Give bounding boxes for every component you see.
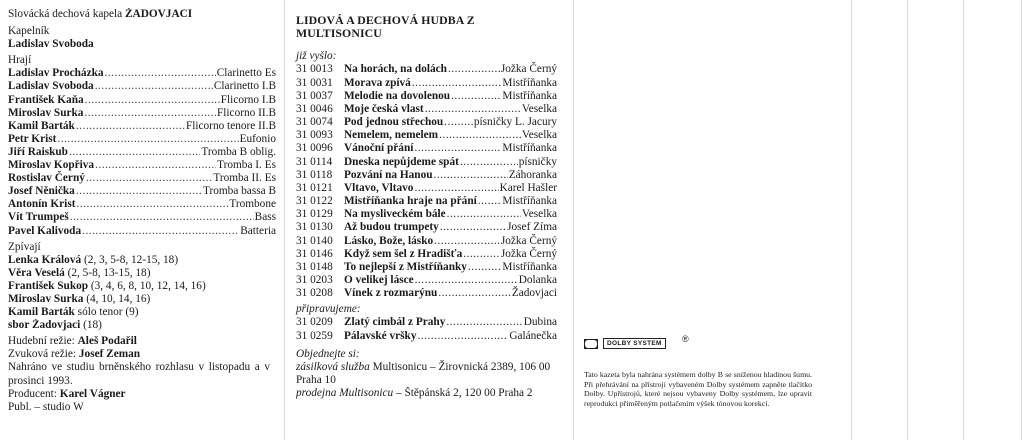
dot-leader — [451, 90, 501, 103]
mail-order-address: Multisonicu – Žirovnická 2389, 106 00 Praha 10 — [296, 360, 551, 387]
band-prefix: Slovácká dechová kapela — [8, 8, 125, 20]
album-title: Když sem šel z Hradišťa — [344, 247, 463, 260]
catalog-number: 31 0121 — [296, 181, 333, 194]
dot-leader — [478, 195, 502, 208]
singer-detail: (3, 4, 6, 8, 10, 12, 14, 16) — [88, 279, 206, 292]
album-artist: Mistříňanka — [502, 195, 557, 208]
producer-name: Karel Vágner — [59, 387, 126, 400]
band-name: ŽADOVJACI — [125, 8, 193, 20]
release-row — [296, 156, 557, 169]
singer-name: František Sukop — [8, 279, 89, 292]
release-row — [296, 248, 557, 261]
release-row — [296, 103, 557, 116]
player-instrument: Trombone — [229, 198, 276, 211]
catalog-number: 31 0031 — [296, 76, 333, 89]
registered-mark: ® — [682, 334, 689, 344]
dot-leader — [70, 211, 254, 224]
release-row — [296, 235, 557, 248]
album-title: Mistříňanka hraje na přání — [344, 195, 477, 208]
player-row — [8, 80, 276, 93]
player-name: Ladislav Procházka — [8, 67, 104, 80]
release-row — [296, 316, 557, 329]
player-name: Rostislav Černý — [8, 172, 85, 185]
album-title: Dneska nepůjdeme spát — [344, 155, 459, 168]
dot-leader — [468, 261, 501, 274]
fold-line — [1021, 0, 1022, 440]
album-title: Morava zpívá — [344, 76, 411, 89]
album-artist: Veselka — [521, 129, 557, 142]
album-title: Vínek z rozmarýnu — [344, 287, 438, 300]
dot-leader — [76, 198, 228, 211]
player-row — [8, 67, 276, 80]
sound-director-name: Josef Zeman — [78, 348, 141, 361]
discography-title: LIDOVÁ A DECHOVÁ HUDBA Z MULTISONICU — [296, 13, 475, 41]
dot-leader — [76, 120, 185, 133]
singer-name: Věra Veselá — [8, 266, 65, 279]
album-title: Vánoční přání — [344, 142, 414, 155]
album-artist: Veselka — [521, 208, 557, 221]
released-label: již vyšlo: — [296, 50, 337, 63]
dot-leader — [434, 169, 508, 182]
player-name: Miroslav Kopřiva — [8, 159, 95, 172]
player-row — [8, 146, 276, 159]
singer-row — [8, 254, 276, 267]
player-name: Pavel Kalivoda — [8, 224, 82, 237]
album-artist: Záhoranka — [508, 168, 557, 181]
player-row — [8, 225, 276, 238]
sound-director — [8, 348, 276, 361]
released-list — [296, 63, 557, 300]
dot-leader — [57, 133, 238, 146]
dolby-note: Tato kazeta byla nahrána systémem dolby B se sníženou hladinou šumu. Při přehrávání na přístroji vybaveném Dolby systémem zapněte tlačítko Dolby. Upřístrojů, které nejsou vybaveny Dolby systémem, lze upravit reprodukci přiměřeným potlačením výšek tónovou korekcí. — [584, 370, 812, 408]
singer-name: Kamil Barták — [8, 306, 75, 319]
dot-leader — [444, 116, 473, 129]
player-instrument: Batteria — [240, 224, 276, 237]
album-title: Zlatý cimbál z Prahy — [344, 316, 446, 329]
shop — [296, 387, 557, 400]
album-title: Na mysliveckém bále — [344, 208, 446, 221]
dot-leader — [440, 221, 506, 234]
dot-leader — [463, 248, 500, 261]
dot-leader — [439, 129, 521, 142]
dot-leader — [414, 182, 498, 195]
album-title: Pod jednou střechou — [344, 116, 444, 129]
player-row — [8, 94, 276, 107]
catalog-number: 31 0114 — [296, 155, 333, 168]
catalog-number: 31 0118 — [296, 168, 333, 181]
album-title: Pálavské vršky — [344, 329, 417, 342]
player-row — [8, 107, 276, 120]
album-artist: Mistříňanka — [502, 260, 557, 273]
player-instrument: Flicorno I.B — [220, 93, 276, 106]
album-title: Melodie na dovolenou — [344, 89, 451, 102]
catalog-number: 31 0096 — [296, 142, 333, 155]
release-row — [296, 287, 557, 300]
player-instrument: Flicorno tenore II.B — [185, 119, 276, 132]
album-title: Vltavo, Vltavo — [344, 181, 414, 194]
catalog-number: 31 0148 — [296, 260, 333, 273]
catalog-number: 31 0013 — [296, 63, 333, 76]
album-artist: Dolanka — [518, 273, 557, 286]
dot-leader — [86, 172, 212, 185]
mail-order-label: zásilková služba — [296, 360, 370, 373]
band-heading — [8, 8, 276, 21]
player-instrument: Tromba I. Es — [217, 159, 276, 172]
album-title: Pozvání na Hanou — [344, 168, 433, 181]
player-name: Kamil Barták — [8, 119, 75, 132]
discography-panel — [289, 0, 563, 440]
player-instrument: Eufonio — [239, 132, 276, 145]
dot-leader — [76, 185, 202, 198]
player-name: Josef Něnička — [8, 185, 75, 198]
album-artist: Karel Hašler — [499, 181, 557, 194]
player-name: Ladislav Svoboda — [8, 80, 94, 93]
sound-director-label: Zvuková režie: — [8, 348, 79, 361]
album-artist: Dubina — [523, 316, 557, 329]
player-row — [8, 133, 276, 146]
music-director-name: Aleš Podařil — [77, 335, 137, 348]
release-row — [296, 63, 557, 76]
player-instrument: Clarinetto Es — [216, 67, 276, 80]
release-row — [296, 182, 557, 195]
player-row — [8, 185, 276, 198]
credits-panel — [0, 0, 284, 440]
player-row — [8, 159, 276, 172]
dot-leader — [414, 142, 501, 155]
dot-leader — [438, 287, 511, 300]
player-row — [8, 198, 276, 211]
album-title: Lásko, Bože, lásko — [344, 234, 434, 247]
player-name: Jiří Raiskub — [8, 145, 68, 158]
dot-leader — [434, 235, 500, 248]
dot-leader — [447, 208, 521, 221]
singer-row — [8, 306, 276, 319]
catalog-number: 31 0203 — [296, 273, 333, 286]
release-row — [296, 221, 557, 234]
singer-detail: (18) — [80, 319, 102, 332]
album-title: To nejlepší z Mistříňanky — [344, 260, 467, 273]
album-title: Až budou trumpety — [344, 221, 439, 234]
singer-name: sbor Žadovjaci — [8, 319, 81, 332]
order-info — [296, 348, 557, 401]
recording-note: Nahráno ve studiu brněnského rozhlasu v listopadu a v prosinci 1993. — [8, 361, 270, 387]
dot-leader — [460, 156, 518, 169]
dolby-logo — [584, 338, 666, 349]
catalog-number: 31 0074 — [296, 116, 333, 129]
catalog-number: 31 0093 — [296, 129, 333, 142]
kapelnik-name: Ladislav Svoboda — [8, 38, 94, 51]
singer-detail: (2, 5-8, 13-15, 18) — [64, 266, 151, 279]
publisher: Publ. – studio W — [8, 400, 84, 413]
kapelnik-label: Kapelník — [8, 25, 50, 38]
player-instrument: Bass — [254, 211, 276, 224]
singer-detail: (2, 3, 5-8, 12-15, 18) — [81, 253, 179, 266]
album-artist: Galánečka — [509, 329, 557, 342]
album-artist: Josef Zíma — [507, 221, 557, 234]
release-row — [296, 116, 557, 129]
album-title: Moje česká vlast — [344, 102, 424, 115]
singer-name: Lenka Králová — [8, 253, 82, 266]
music-director-label: Hudební režie: — [8, 335, 78, 348]
catalog-number: 31 0146 — [296, 247, 333, 260]
release-row — [296, 274, 557, 287]
catalog-number: 31 0140 — [296, 234, 333, 247]
album-artist: Jožka Černý — [500, 247, 557, 260]
album-artist: Veselka — [521, 102, 557, 115]
catalog-number: 31 0046 — [296, 102, 333, 115]
release-row — [296, 261, 557, 274]
player-name: František Kaňa — [8, 93, 84, 106]
dot-leader — [82, 225, 239, 238]
album-title: O velikej lásce — [344, 273, 414, 286]
player-name: Petr Krist — [8, 132, 57, 145]
dolby-panel — [579, 0, 811, 440]
mail-order — [296, 361, 557, 387]
catalog-number: 31 0208 — [296, 287, 333, 300]
dot-leader — [425, 103, 521, 116]
release-row — [296, 208, 557, 221]
dot-leader — [105, 67, 216, 80]
fold-line — [851, 0, 852, 440]
album-title: Nemelem, nemelem — [344, 129, 439, 142]
zpivaji-label: Zpívají — [8, 240, 41, 253]
singer-detail: (4, 10, 14, 16) — [83, 292, 151, 305]
catalog-number: 31 0130 — [296, 221, 333, 234]
player-instrument: Flicorno II.B — [217, 106, 276, 119]
order-label: Objednejte si: — [296, 347, 360, 360]
album-artist: písničky — [518, 155, 557, 168]
player-row — [8, 172, 276, 185]
dot-leader — [415, 274, 518, 287]
catalog-number: 31 0129 — [296, 208, 333, 221]
player-instrument: Clarinetto I.B — [213, 80, 276, 93]
hraji-label: Hrají — [8, 54, 32, 67]
singer-row — [8, 280, 276, 293]
producer — [8, 388, 276, 401]
album-artist: Žadovjaci — [511, 287, 557, 300]
catalog-number: 31 0209 — [296, 316, 333, 329]
dot-leader — [448, 63, 500, 76]
dot-leader — [69, 146, 200, 159]
release-row — [296, 330, 557, 343]
release-row — [296, 90, 557, 103]
singer-row — [8, 319, 276, 332]
release-row — [296, 77, 557, 90]
player-instrument: Tromba B oblig. — [201, 145, 276, 158]
dot-leader — [84, 107, 216, 120]
album-artist: Jožka Černý — [500, 234, 557, 247]
release-row — [296, 169, 557, 182]
singer-row — [8, 293, 276, 306]
shop-address: – Štěpánská 2, 120 00 Praha 2 — [393, 387, 533, 400]
double-d-icon — [584, 339, 598, 349]
album-artist: Mistříňanka — [502, 142, 557, 155]
album-artist: písničky L. Jacury — [473, 116, 557, 129]
fold-line — [963, 0, 964, 440]
dolby-logo-text: DOLBY SYSTEM — [603, 338, 666, 349]
catalog-number: 31 0122 — [296, 195, 333, 208]
shop-label: prodejna Multisonicu — [296, 387, 394, 400]
fold-line — [284, 0, 285, 440]
players-list — [8, 67, 276, 237]
singer-name: Miroslav Surka — [8, 292, 84, 305]
album-artist: Mistříňanka — [502, 89, 557, 102]
fold-line — [573, 0, 574, 440]
album-title: Na horách, na dolách — [344, 63, 447, 76]
album-artist: Mistříňanka — [502, 76, 557, 89]
music-director — [8, 335, 276, 348]
release-row — [296, 195, 557, 208]
upcoming-label: připravujeme: — [296, 303, 361, 316]
catalog-number: 31 0037 — [296, 89, 333, 102]
player-row — [8, 211, 276, 224]
release-row — [296, 142, 557, 155]
player-instrument: Tromba bassa B — [202, 185, 276, 198]
player-row — [8, 120, 276, 133]
singers-list — [8, 254, 276, 333]
dot-leader — [412, 77, 502, 90]
fold-line — [907, 0, 908, 440]
dot-leader — [95, 80, 213, 93]
dot-leader — [95, 159, 216, 172]
producer-label: Producent: — [8, 387, 60, 400]
player-name: Vít Trumpeš — [8, 211, 69, 224]
player-name: Miroslav Surka — [8, 106, 84, 119]
player-instrument: Tromba II. Es — [213, 172, 276, 185]
player-name: Antonín Krist — [8, 198, 76, 211]
dot-leader — [85, 94, 220, 107]
catalog-number: 31 0259 — [296, 329, 333, 342]
release-row — [296, 129, 557, 142]
album-artist: Jožka Černý — [500, 63, 557, 76]
upcoming-list — [296, 316, 557, 342]
dot-leader — [446, 316, 522, 329]
singer-row — [8, 267, 276, 280]
singer-detail: sólo tenor (9) — [74, 306, 139, 319]
dot-leader — [418, 330, 509, 343]
